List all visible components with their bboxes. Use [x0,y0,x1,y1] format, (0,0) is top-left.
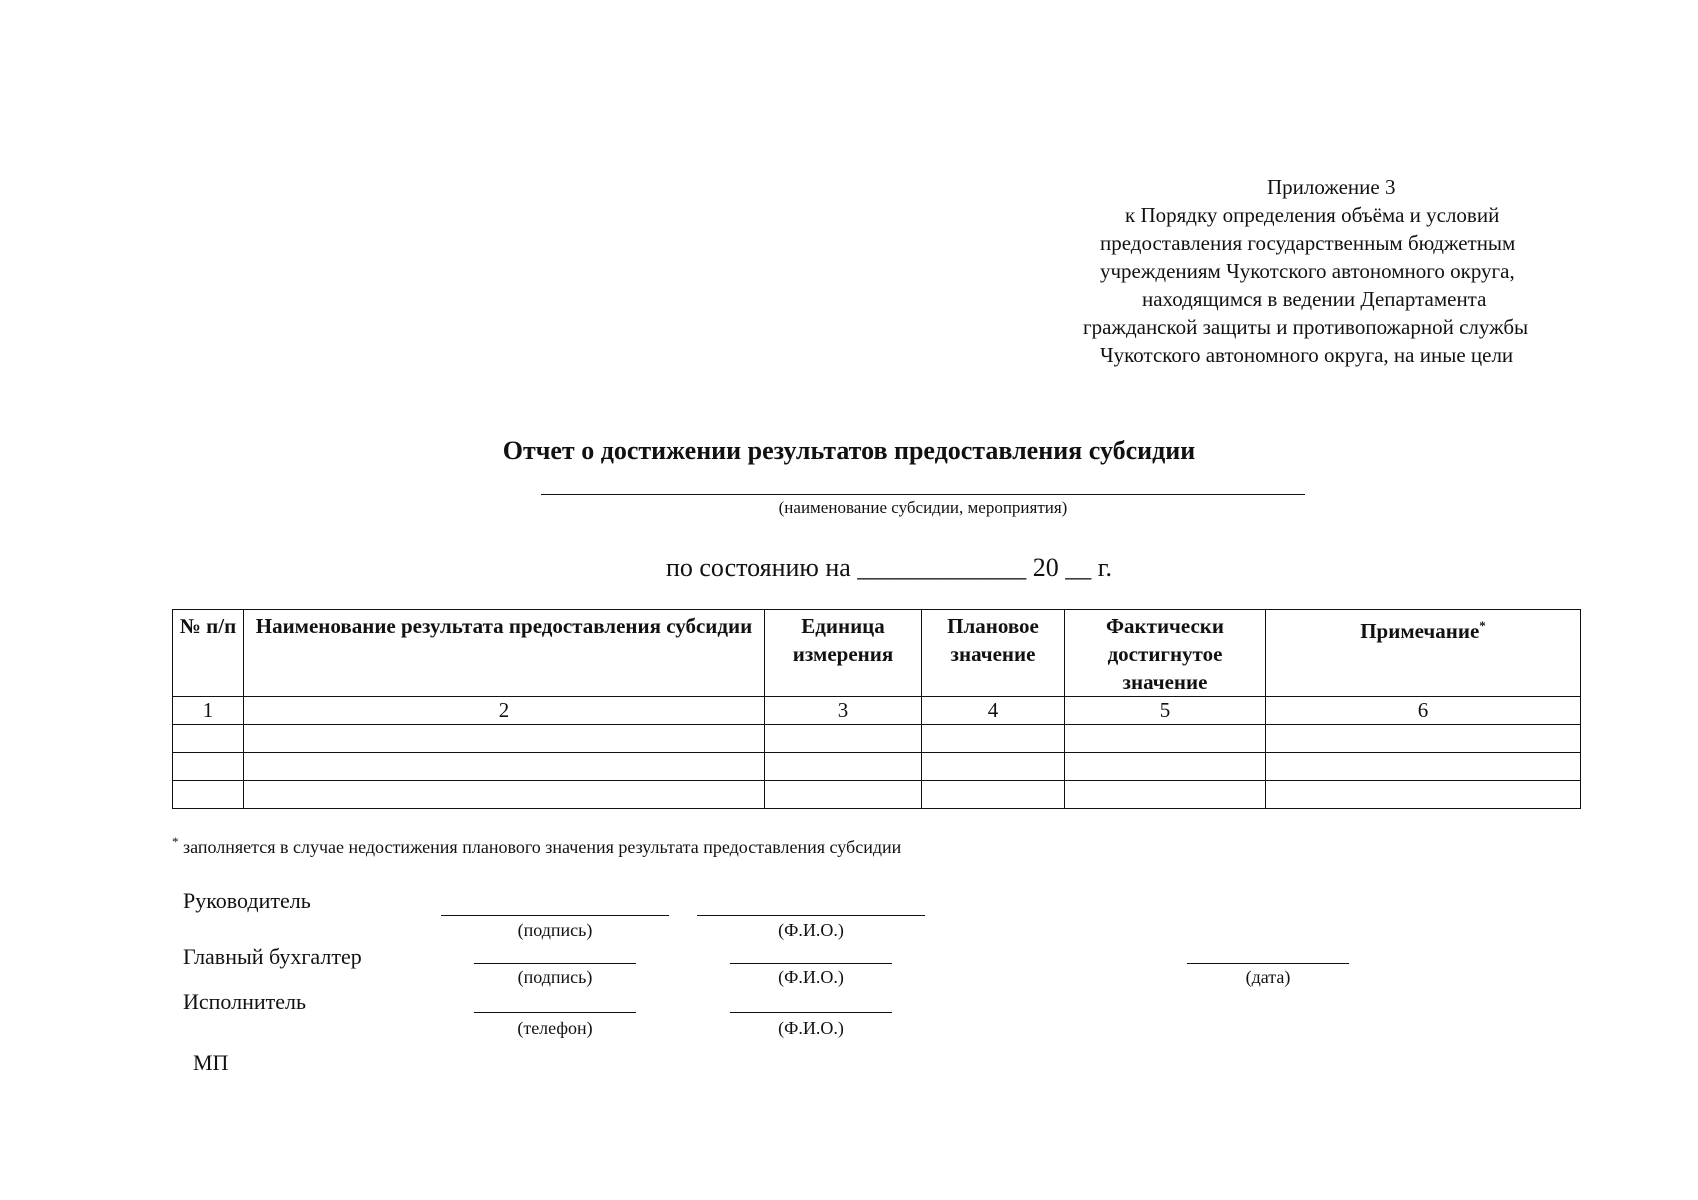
chief-accountant-label: Главный бухгалтер [183,944,362,969]
table-cell[interactable] [1065,725,1266,753]
head-signature-line[interactable] [441,915,669,916]
column-number: 1 [173,697,244,725]
appendix-line: находящимся в ведении Департамента [1142,287,1487,311]
table-cell[interactable] [173,725,244,753]
table-cell[interactable] [173,753,244,781]
table-cell[interactable] [765,781,922,809]
table-row [173,725,1581,753]
table-row [173,781,1581,809]
table-cell[interactable] [244,725,765,753]
column-number: 3 [765,697,922,725]
stamp-label: МП [193,1050,229,1075]
subsidy-name-caption: (наименование субсидии, мероприятия) [778,498,1068,517]
table-cell[interactable] [922,753,1065,781]
caption-signature: (подпись) [517,967,593,987]
caption-fio: (Ф.И.О.) [778,920,844,940]
col-header-note-label: Примечание [1360,619,1480,643]
report-title: Отчет о достижении результатов предоставления субсидии [502,436,1196,465]
table-cell[interactable] [922,781,1065,809]
table-cell[interactable] [173,781,244,809]
col-header-note [1266,610,1581,697]
column-number: 4 [922,697,1065,725]
column-number: 5 [1065,697,1266,725]
executor-label: Исполнитель [183,989,307,1014]
table-header-row [173,610,1581,697]
appendix-line: предоставления государственным бюджетным [1100,231,1516,255]
table-cell[interactable] [244,753,765,781]
head-label: Руководитель [183,888,311,913]
appendix-line: учреждениям Чукотского автономного округа, [1100,259,1515,283]
col-header-unit: Единица измерения [765,610,922,697]
caption-fio: (Ф.И.О.) [778,967,844,987]
table-cell[interactable] [1266,753,1581,781]
caption-fio: (Ф.И.О.) [778,1018,844,1038]
appendix-line: Приложение 3 [1267,175,1396,199]
date-line[interactable] [1187,963,1349,964]
executor-phone-line[interactable] [474,1012,636,1013]
caption-signature: (подпись) [517,920,593,940]
footnote-text: заполняется в случае недостижения планового значения результата предоставления субсидии [178,837,902,857]
accountant-fio-line[interactable] [730,963,892,964]
footnote [172,834,901,858]
appendix-line: гражданской защиты и противопожарной службы [1083,315,1529,339]
note-mark: * [1479,618,1486,633]
table-cell[interactable] [765,725,922,753]
footnote-mark: * [172,834,179,849]
column-number: 2 [244,697,765,725]
caption-date: (дата) [1245,967,1291,987]
table-row [173,753,1581,781]
col-header-number: № п/п [173,610,244,697]
subsidy-name-field[interactable] [541,494,1305,495]
col-header-result-name: Наименование результата предоставления субсидии [244,610,765,697]
table-cell[interactable] [922,725,1065,753]
table-cell[interactable] [1065,781,1266,809]
table-cell[interactable] [1266,781,1581,809]
accountant-signature-line[interactable] [474,963,636,964]
appendix-line: Чукотского автономного округа, на иные цели [1100,343,1514,367]
col-header-planned: Плановое значение [922,610,1065,697]
column-number: 6 [1266,697,1581,725]
as-of-date-line: по состоянию на _____________ 20 __ г. [665,553,1113,582]
column-number-row [173,697,1581,725]
table-cell[interactable] [765,753,922,781]
appendix-line: к Порядку определения объёма и условий [1125,203,1500,227]
head-fio-line[interactable] [697,915,925,916]
table-cell[interactable] [1065,753,1266,781]
caption-phone: (телефон) [517,1018,593,1038]
table-cell[interactable] [244,781,765,809]
table-cell[interactable] [1266,725,1581,753]
executor-fio-line[interactable] [730,1012,892,1013]
col-header-actual: Фактически достигнутое значение [1065,610,1266,697]
results-table [172,609,1581,809]
